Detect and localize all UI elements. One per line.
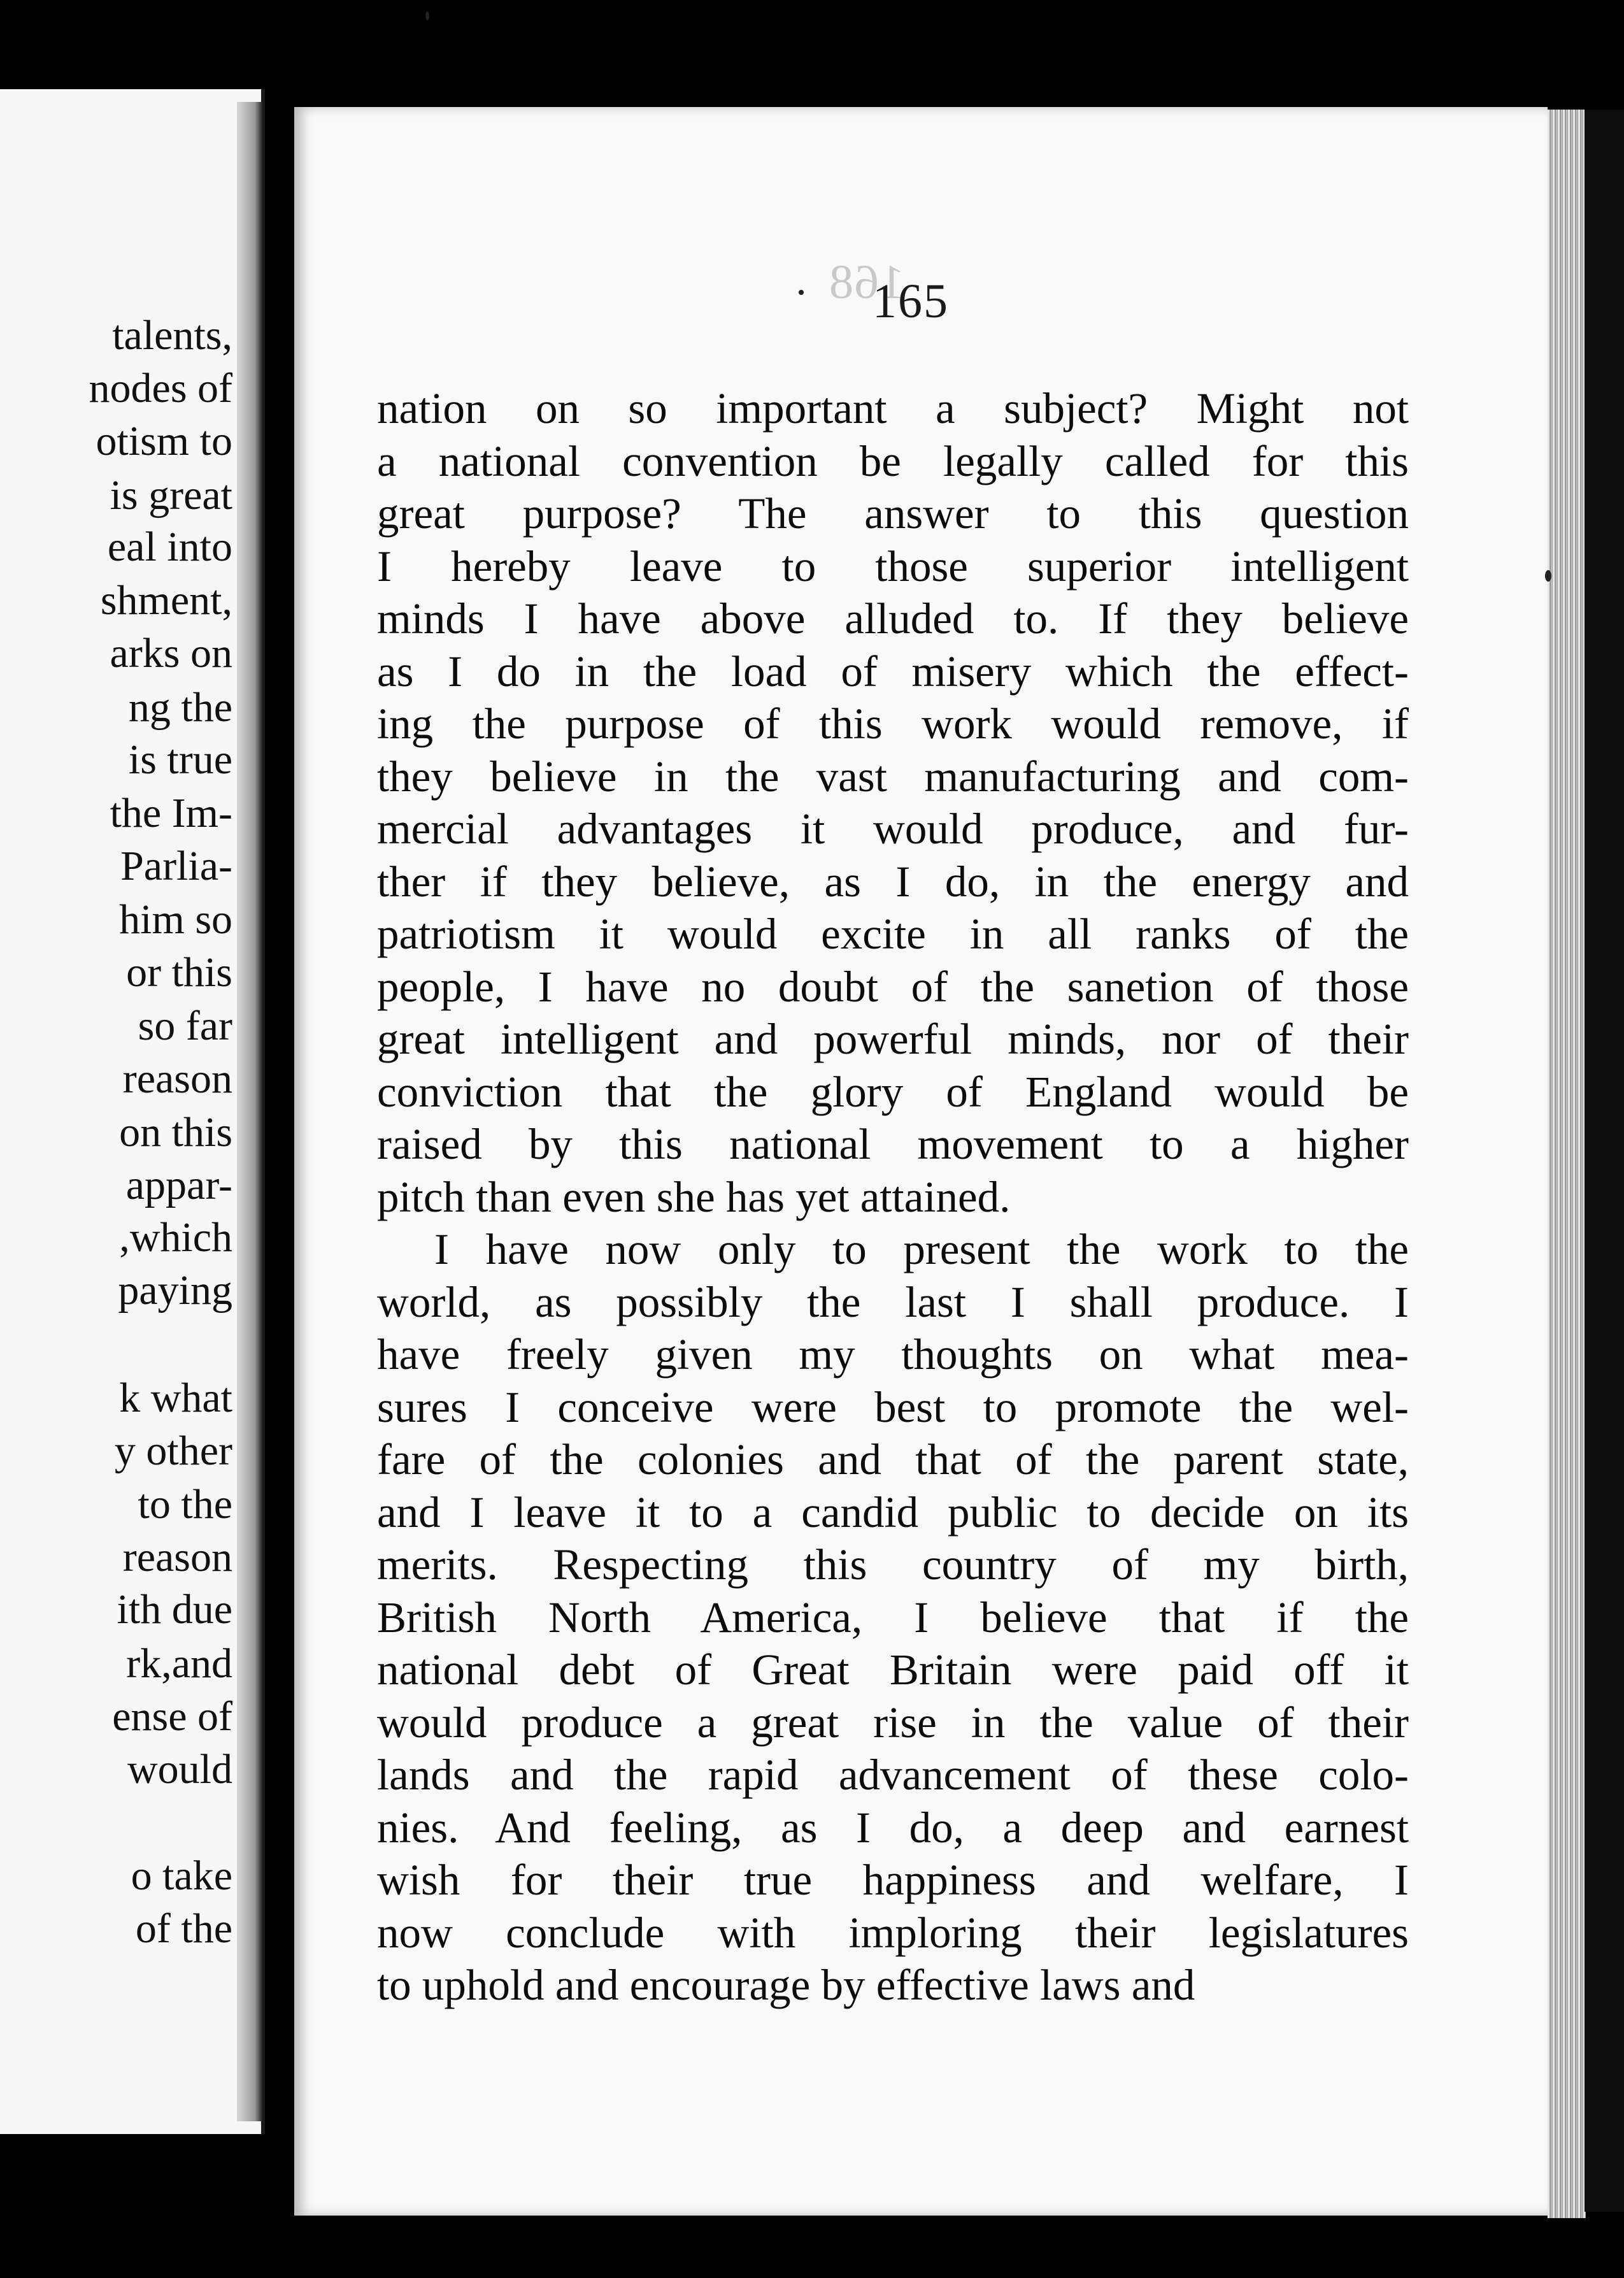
paragraph [377, 382, 1409, 1223]
left-page-line: otism to [96, 418, 232, 464]
page-edges [1548, 110, 1586, 2218]
speck [425, 11, 429, 20]
text-line: world, as possibly the last I shall produce. I [377, 1277, 1409, 1326]
text-line: people, I have no doubt of the sanetion of those [377, 962, 1409, 1011]
text-line: British North America, I believe that if the [377, 1593, 1409, 1642]
left-page-line: is great [110, 472, 232, 519]
paragraph [377, 1223, 1409, 2012]
text-line: patriotism it would excite in all ranks of the [377, 910, 1409, 958]
left-page-line: eal into [107, 524, 232, 570]
left-facing-page [0, 89, 265, 2134]
text-line: lands and the rapid advancement of these colo- [377, 1751, 1409, 1799]
text-line: raised by this national movement to a higher [377, 1120, 1409, 1168]
left-page-line: ense of [112, 1693, 232, 1740]
left-page-line: talents, [112, 312, 232, 359]
left-page-line: is true [128, 736, 232, 783]
text-line: fare of the colonies and that of the parent state, [377, 1435, 1409, 1484]
left-page-line: paying [118, 1267, 232, 1314]
body-text [377, 382, 1409, 2012]
left-page-line: to the [138, 1481, 232, 1528]
left-page-line: o take [131, 1852, 232, 1899]
text-line: would produce a great rise in the value of their [377, 1698, 1409, 1747]
text-line: they believe in the vast manufacturing and com- [377, 752, 1409, 801]
text-line: minds I have above alluded to. If they believe [377, 594, 1409, 643]
scan-border [1585, 110, 1624, 2212]
left-page-line: reason [122, 1056, 232, 1102]
left-page-line: him so [119, 896, 232, 943]
text-line: merits. Respecting this country of my birth, [377, 1540, 1409, 1589]
text-line: ther if they believe, as I do, in the energy and [377, 857, 1409, 906]
text-line: now conclude with imploring their legislatures [377, 1908, 1409, 1957]
text-line: I hereby leave to those superior intelligent [377, 541, 1409, 591]
left-page-line: Parlia- [120, 843, 232, 889]
left-page-line: rk,and [126, 1640, 232, 1687]
book-gutter [237, 102, 262, 2121]
text-line: and I leave it to a candid public to decide on its [377, 1487, 1409, 1537]
text-line: have freely given my thoughts on what mea- [377, 1330, 1409, 1379]
text-line: nation on so important a subject? Might not [377, 384, 1409, 433]
text-line: great intelligent and powerful minds, nor of their [377, 1015, 1409, 1063]
text-line: sures I conceive were best to promote the wel- [377, 1382, 1409, 1431]
text-line: nies. And feeling, as I do, a deep and earnest [377, 1803, 1409, 1852]
left-page-line: ng the [128, 684, 232, 731]
text-line: great purpose? The answer to this question [377, 489, 1409, 538]
left-page-line: arks on [110, 630, 232, 677]
text-line: a national convention be legally called for this [377, 436, 1409, 485]
show-through-page-number: 168 [828, 255, 904, 309]
left-page-line: ith due [117, 1586, 232, 1633]
left-page-line: would [127, 1746, 232, 1793]
left-page-line: ,which [119, 1214, 232, 1261]
left-page-line: k what [119, 1375, 232, 1421]
left-page-line: appar- [125, 1162, 232, 1208]
left-page-line: the Im- [110, 790, 232, 836]
speck [1545, 570, 1551, 582]
page-number: 165 [873, 275, 949, 328]
left-page-line: so far [138, 1003, 232, 1049]
text-line: conviction that the glory of England would be [377, 1067, 1409, 1116]
text-line: pitch than even she has yet attained. [377, 1172, 1011, 1221]
left-page-line: reason [122, 1534, 232, 1580]
left-page-line: of the [135, 1905, 232, 1952]
left-page-line: on this [119, 1109, 232, 1156]
text-line: mercial advantages it would produce, and fur- [377, 805, 1409, 853]
left-page-line: y other [114, 1428, 232, 1474]
left-page-line: nodes of [89, 365, 232, 412]
speck [799, 290, 804, 295]
text-line: national debt of Great Britain were paid off it [377, 1645, 1409, 1694]
text-line: I have now only to present the work to the [434, 1225, 1409, 1273]
text-line: ing the purpose of this work would remove, if [377, 699, 1409, 748]
text-line: to uphold and encourage by effective laws and [377, 1961, 1195, 2009]
text-line: wish for their true happiness and welfare, I [377, 1856, 1409, 1904]
left-page-line: or this [126, 949, 232, 996]
left-page-line: shment, [100, 577, 232, 624]
text-line: as I do in the load of misery which the effect- [377, 647, 1409, 696]
